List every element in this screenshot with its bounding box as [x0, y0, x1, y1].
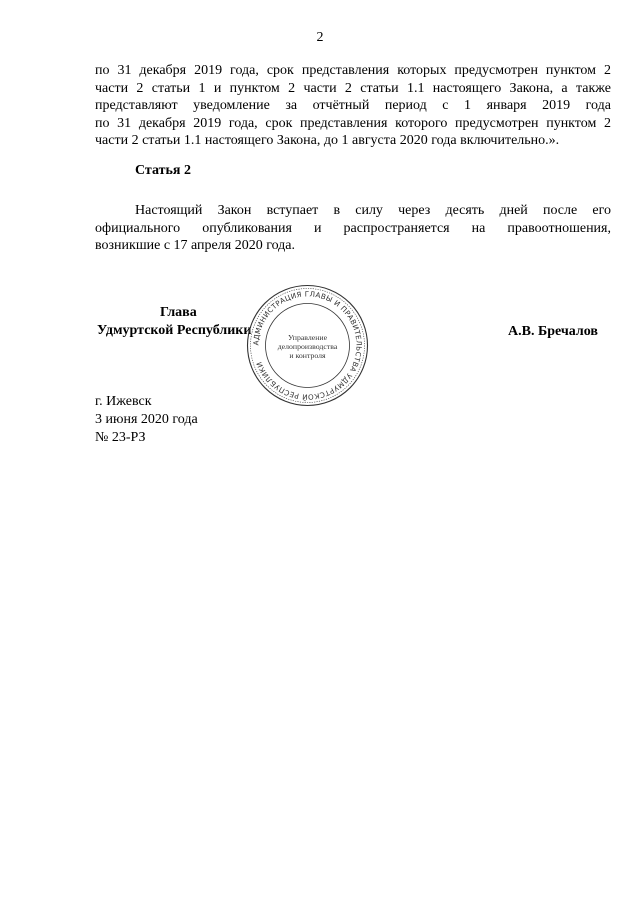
stamp-inner-line2: делопроизводства — [277, 342, 338, 351]
place-city: г. Ижевск — [95, 394, 152, 409]
text-line: Настоящий Закон вступает в силу через десять дней после его — [135, 203, 611, 218]
text-line: части 2 статьи 1 и пунктом 2 части 2 статьи 1.1 настоящего Закона, а также — [95, 80, 611, 96]
text-line: по 31 декабря 2019 года, срок представления которого предусмотрен пунктом 2 — [95, 115, 611, 131]
official-stamp — [245, 283, 370, 408]
intro-paragraph — [95, 62, 611, 150]
page-number: 2 — [316, 30, 324, 45]
place-date: 3 июня 2020 года — [95, 412, 198, 427]
signatory-title-line1: Глава — [160, 305, 197, 320]
text-line: по 31 декабря 2019 года, срок представления которых предусмотрен пунктом 2 — [95, 63, 611, 78]
text-line: части 2 статьи 1.1 настоящего Закона, до 1 августа 2020 года включительно.». — [95, 133, 560, 148]
text-line: официального опубликования и распространяется на правоотношения, — [95, 220, 611, 236]
article-heading: Статья 2 — [135, 163, 191, 178]
stamp-inner-line1: Управление — [287, 333, 328, 342]
stamp-inner-line3: и контроля — [289, 351, 326, 360]
stamp-outer-text: АДМИНИСТРАЦИЯ ГЛАВЫ И ПРАВИТЕЛЬСТВА УДМУРТСКОЙ РЕСПУБЛИКИ — [251, 289, 364, 402]
article-paragraph — [95, 202, 611, 255]
law-number: № 23-РЗ — [95, 430, 146, 445]
signatory-name: А.В. Бречалов — [508, 324, 598, 339]
text-line: возникшие с 17 апреля 2020 года. — [95, 238, 296, 253]
text-line: представляют уведомление за отчётный период с 1 января 2019 года — [95, 98, 611, 113]
signatory-title-line2: Удмуртской Республики — [97, 323, 252, 338]
